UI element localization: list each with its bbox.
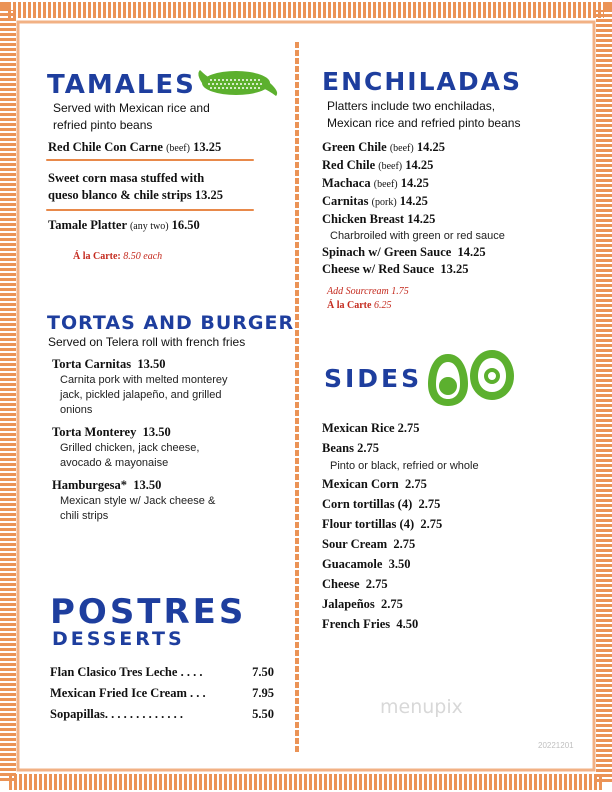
enchiladas-title: ENCHILADAS [322, 67, 522, 96]
alacarte-note: Á la Carte 6.25 [327, 300, 392, 311]
item-description: Grilled chicken, jack cheese, avocado & mayonaise [60, 442, 200, 469]
footer-code: 20221201 [538, 741, 574, 750]
menu-item: Red Chile (beef) 14.25 [322, 158, 434, 172]
postres-subtitle: DESSERTS [52, 628, 185, 650]
menu-item: Torta Monterey 13.50 [52, 425, 171, 439]
tamales-title: TAMALES [47, 70, 196, 100]
tamales-subtitle: Served with Mexican rice and refried pinto beans [53, 101, 210, 132]
divider [46, 159, 254, 161]
sides-title: SIDES [324, 364, 423, 393]
sides-list [322, 418, 479, 634]
menu-item: Mexican Rice 2.75 [322, 421, 420, 435]
menu-item: Beans 2.75 [322, 441, 379, 455]
menu-item: Chicken Breast 14.25 [322, 212, 436, 226]
menu-item: Cheese w/ Red Sauce 13.25 [322, 262, 469, 276]
postres-title: POSTRES [50, 592, 247, 632]
menu-item: Mexican Corn 2.75 [322, 477, 427, 491]
menu-item: Carnitas (pork) 14.25 [322, 194, 428, 208]
tortas-title: TORTAS AND BURGER [47, 312, 295, 334]
menu-item: Hamburgesa* 13.50 [52, 478, 162, 492]
menu-item: Flan Clasico Tres Leche . . . . 7.50 [50, 665, 274, 679]
item-description: Pinto or black, refried or whole [330, 460, 479, 472]
menu-item: Sweet corn masa stuffed with queso blanco & chile strips 13.25 [48, 171, 224, 202]
menu-item: Sour Cream 2.75 [322, 537, 416, 551]
menu-item: Cheese 2.75 [322, 577, 388, 591]
menu-item: Corn tortillas (4) 2.75 [322, 497, 441, 511]
enchiladas-list [322, 139, 505, 278]
menu-item: Torta Carnitas 13.50 [52, 357, 166, 371]
menu-item: Mexican Fried Ice Cream . . . 7.95 [50, 686, 274, 700]
menu-item: Flour tortillas (4) 2.75 [322, 517, 443, 531]
menu-item: Spinach w/ Green Sauce 14.25 [322, 245, 486, 259]
item-description: Charbroiled with green or red sauce [330, 230, 505, 242]
menu-item: Guacamole 3.50 [322, 557, 411, 571]
avocado-icon [422, 348, 518, 410]
menu-item: French Fries 4.50 [322, 617, 419, 631]
divider [46, 209, 254, 211]
item-description: Mexican style w/ Jack cheese & chili strips [60, 495, 216, 522]
menu-item: Green Chile (beef) 14.25 [322, 140, 445, 154]
menu-item: Tamale Platter (any two) 16.50 [48, 218, 200, 232]
item-description: Carnita pork with melted monterey jack, pickled jalapeño, and grilled onions [60, 374, 228, 416]
desserts-list [50, 662, 274, 725]
tamale-icon [196, 66, 280, 100]
menu-item: Jalapeños 2.75 [322, 597, 403, 611]
tortas-list [52, 356, 228, 524]
watermark: menupix [380, 696, 463, 718]
menu-item: Sopapillas. . . . . . . . . . . . . 5.50 [50, 707, 274, 721]
sourcream-note: Add Sourcream 1.75 [327, 286, 409, 297]
menu-item: Red Chile Con Carne (beef) 13.25 [48, 140, 222, 154]
alacarte-note: Á la Carte: 8.50 each [73, 251, 163, 262]
menu-item: Machaca (beef) 14.25 [322, 176, 429, 190]
tortas-subtitle: Served on Telera roll with french fries [48, 335, 246, 349]
enchiladas-subtitle: Platters include two enchiladas, Mexican rice and refried pinto beans [327, 99, 521, 130]
